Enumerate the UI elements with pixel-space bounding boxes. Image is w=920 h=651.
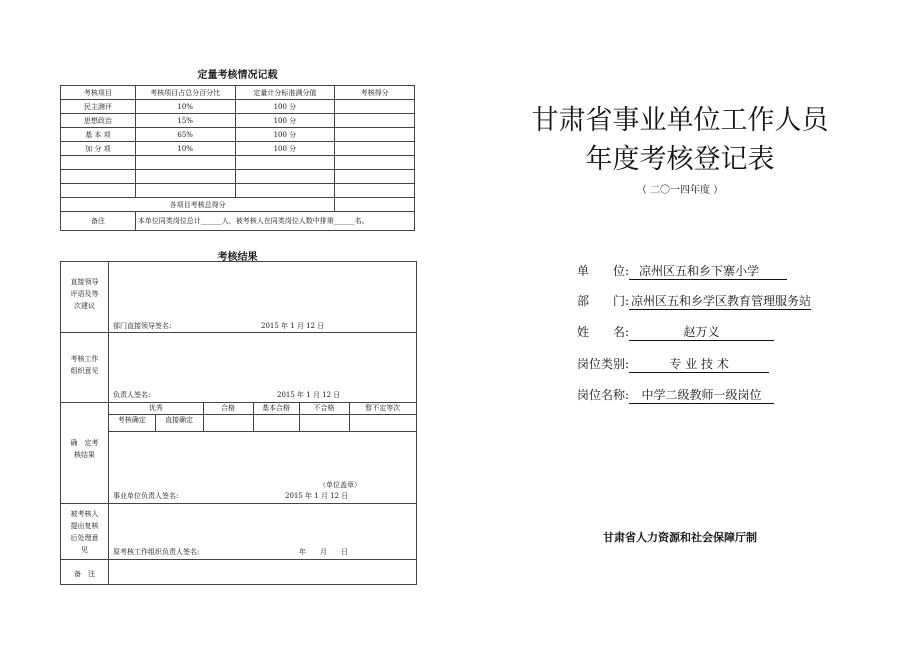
subgrade-direct: 直接确定 xyxy=(155,415,203,432)
form-title-line1: 甘肃省事业单位工作人员 xyxy=(531,105,829,136)
remarks-cell xyxy=(109,560,417,585)
row-max: 100 分 xyxy=(235,114,335,128)
field-category-label: 岗位类别: xyxy=(577,357,630,371)
organization-comment-cell xyxy=(109,333,417,403)
table-row xyxy=(61,184,415,198)
review-date: 年 月 日 xyxy=(299,548,348,556)
final-result-cell xyxy=(109,403,417,504)
grade-fail: 不合格 xyxy=(299,403,349,415)
grade-basic-pass: 基本合格 xyxy=(253,403,299,415)
row-pct: 10% xyxy=(135,142,235,156)
review-comment-cell xyxy=(109,504,417,560)
unit-seal: （单位盖章） xyxy=(319,481,361,489)
form-title-line2: 年度考核登记表 xyxy=(585,144,775,175)
row-item: 民主测评 xyxy=(61,100,136,114)
organization-date: 2015 年 1 月 12 日 xyxy=(277,391,341,399)
quantitative-record-title: 定量考核情况记载 xyxy=(197,70,278,81)
table-row xyxy=(61,170,415,184)
row-item: 思想政治 xyxy=(61,114,136,128)
field-name xyxy=(577,323,774,341)
table-row xyxy=(61,100,415,114)
field-category-value: 专 业 技 术 xyxy=(629,355,769,373)
field-name-label: 姓 名: xyxy=(577,325,630,339)
header-max: 定量计分标准满分值 xyxy=(235,86,335,100)
review-label: 被考核人提出复核后处理意见 xyxy=(61,504,109,560)
field-position xyxy=(577,386,774,404)
result-title: 考核结果 xyxy=(217,252,258,263)
field-position-value: 中学二级教师一级岗位 xyxy=(629,386,774,404)
table-row xyxy=(61,142,415,156)
field-department-value: 凉州区五和乡学区教育管理服务站 xyxy=(631,294,812,308)
row-max: 100 分 xyxy=(235,128,335,142)
header-item: 考核项目 xyxy=(61,86,136,100)
form-year: （ 二〇一四年度 ） xyxy=(636,185,724,196)
grade-grid xyxy=(109,403,416,432)
supervisor-label: 直接领导评语及等次建议 xyxy=(61,262,109,333)
subgrade-assessed: 考核确定 xyxy=(109,415,155,432)
field-department xyxy=(577,292,811,310)
supervisor-comment-cell xyxy=(109,262,417,333)
final-result-label: 确 定考核结果 xyxy=(61,403,109,504)
result-table xyxy=(60,261,417,585)
total-score-value xyxy=(335,198,415,212)
note-text: 本单位同类岗位总计______人，被考核人在同类岗位人数中排第______名。 xyxy=(135,212,414,231)
grade-excellent: 优秀 xyxy=(109,403,203,415)
table-row xyxy=(61,156,415,170)
row-pct: 10% xyxy=(135,100,235,114)
grade-undetermined: 暂不定等次 xyxy=(349,403,416,415)
total-score-label: 各项目考核总得分 xyxy=(61,198,335,212)
quantitative-table xyxy=(60,85,415,231)
row-pct: 65% xyxy=(135,128,235,142)
row-pct: 15% xyxy=(135,114,235,128)
note-label: 备注 xyxy=(61,212,136,231)
remarks-label: 备 注 xyxy=(61,560,109,585)
field-department-label: 部 门: xyxy=(577,294,630,308)
row-item: 加 分 项 xyxy=(61,142,136,156)
field-unit xyxy=(577,262,787,280)
row-item: 基 本 项 xyxy=(61,128,136,142)
review-signature-label: 原考核工作组织负责人签名: xyxy=(113,548,200,556)
row-score xyxy=(335,142,415,156)
row-max: 100 分 xyxy=(235,100,335,114)
field-name-value: 赵万义 xyxy=(629,323,774,341)
unit-head-signature-label: 事业单位负责人签名: xyxy=(113,492,179,500)
row-score xyxy=(335,128,415,142)
organization-signature-label: 负责人签名: xyxy=(113,391,151,399)
table-row xyxy=(61,128,415,142)
field-position-label: 岗位名称: xyxy=(577,388,630,402)
row-score xyxy=(335,100,415,114)
supervisor-date: 2015 年 1 月 12 日 xyxy=(261,322,325,330)
table-row xyxy=(61,114,415,128)
field-unit-value: 凉州区五和乡下寨小学 xyxy=(629,262,787,280)
row-score xyxy=(335,114,415,128)
header-score: 考核得分 xyxy=(335,86,415,100)
unit-head-date: 2015 年 1 月 12 日 xyxy=(285,492,349,500)
supervisor-signature-label: 部门直接领导签名: xyxy=(113,322,172,330)
row-max: 100 分 xyxy=(235,142,335,156)
field-unit-label: 单 位: xyxy=(577,264,630,278)
organization-label: 考核工作组织意见 xyxy=(61,333,109,403)
issuer: 甘肃省人力资源和社会保障厅制 xyxy=(603,531,757,544)
field-category xyxy=(577,355,769,373)
grade-pass: 合格 xyxy=(203,403,253,415)
header-pct: 考核项目占总分百分比 xyxy=(135,86,235,100)
